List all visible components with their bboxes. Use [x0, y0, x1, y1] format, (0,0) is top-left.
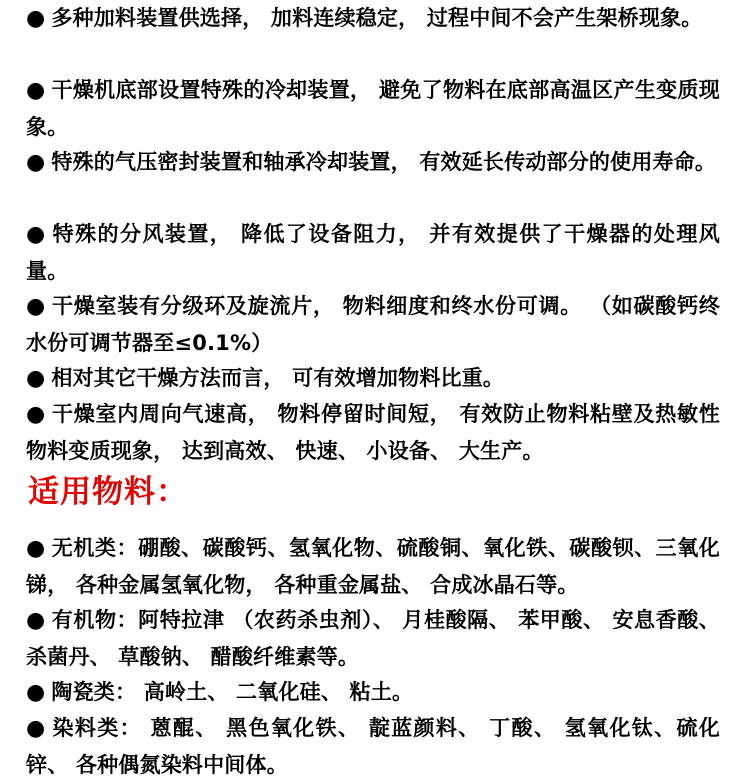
feature-text: 相对其它干燥方法而言， 可有效增加物料比重。: [51, 366, 505, 390]
feature-text: 干燥室内周向气速高， 物料停留时间短， 有效防止物料粘壁及热敏性物料变质现象， 达到高效、 快速、 小设备、 大生产。: [26, 402, 720, 463]
material-item: [26, 674, 720, 711]
feature-item: [26, 396, 720, 469]
feature-item: [26, 72, 720, 145]
material-text: 蒽醌、 黑色氧化铁、 靛蓝颜料、 丁酸、 氢氧化钛、硫化锌、 各种偶氮染料中间体。: [26, 716, 720, 777]
feature-text: 特殊的分风装置， 降低了设备阻力， 并有效提供了干燥器的处理风量。: [26, 222, 720, 283]
bullet-icon: ●: [26, 536, 46, 561]
feature-text: 多种加料装置供选择， 加料连续稳定， 过程中间不会产生架桥现象。: [51, 6, 703, 30]
bullet-icon: ●: [26, 366, 46, 391]
bullet-icon: ●: [26, 78, 46, 103]
bullet-icon: ●: [26, 6, 46, 31]
material-item: [26, 710, 720, 783]
feature-item: [26, 288, 720, 361]
material-text: 硼酸、碳酸钙、氢氧化物、硫酸铜、氧化铁、碳酸钡、三氧化锑， 各种金属氢氧化物， 各种重金属盐、 合成冰晶石等。: [26, 536, 720, 597]
bullet-icon: ●: [26, 680, 46, 705]
material-category-label: 有机物：: [51, 608, 139, 632]
bullet-icon: ●: [26, 716, 46, 741]
bullet-icon: ●: [26, 150, 46, 175]
material-category-label: 染料类：: [51, 716, 142, 740]
feature-text: 干燥室装有分级环及旋流片， 物料细度和终水份可调。 （如碳酸钙终水份可调节器至≤0.1%）: [26, 294, 720, 355]
material-item: [26, 530, 720, 603]
bullet-icon: ●: [26, 402, 46, 427]
feature-item: [26, 216, 720, 289]
material-item: [26, 602, 720, 675]
material-text: 阿特拉津 （农药杀虫剂）、 月桂酸隔、 苯甲酸、 安息香酸、 杀菌丹、 草酸钠、 醋酸纤维素等。: [26, 608, 720, 669]
feature-item: [26, 0, 720, 37]
material-text: 高岭土、 二氧化硅、 粘土。: [136, 680, 414, 704]
section-title: 适用物料：: [28, 474, 188, 510]
bullet-icon: ●: [26, 608, 46, 633]
feature-item: [26, 144, 720, 181]
feature-text: 干燥机底部设置特殊的冷却装置， 避免了物料在底部高温区产生变质现象。: [26, 78, 720, 139]
bullet-icon: ●: [26, 294, 46, 319]
feature-text: 特殊的气压密封装置和轴承冷却装置， 有效延长传动部分的使用寿命。: [51, 150, 717, 174]
bullet-icon: ●: [26, 222, 46, 247]
material-category-label: 无机类：: [51, 536, 139, 560]
material-category-label: 陶瓷类：: [51, 680, 137, 704]
feature-item: [26, 360, 720, 397]
